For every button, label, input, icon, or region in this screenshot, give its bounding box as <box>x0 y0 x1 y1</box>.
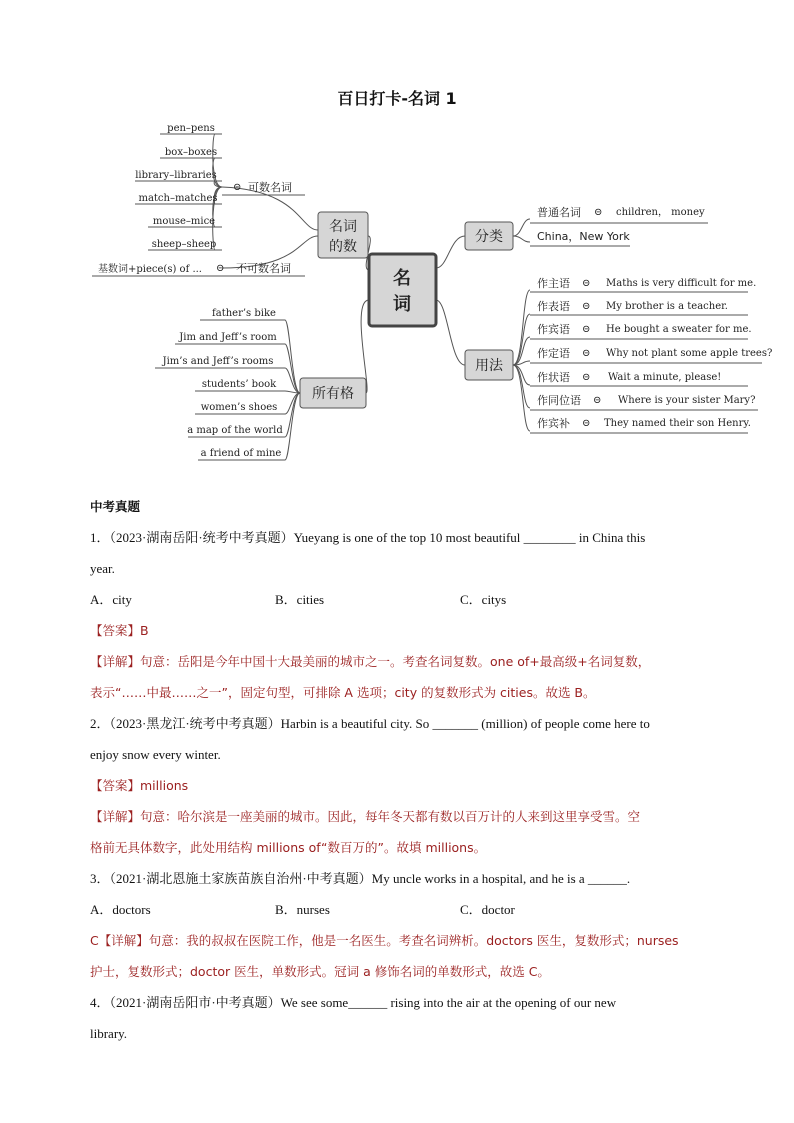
collapse-icon: ⊝ <box>582 324 591 335</box>
collapse-icon: ⊝ <box>582 418 591 429</box>
center-node-box <box>369 254 436 326</box>
usage-example: Wait a minute, please! <box>608 372 722 383</box>
question-1-detail-cont: 表示“……中最……之一”，固定句型，可排除 A 选项；city 的复数形式为 cities。故选 B。 <box>90 685 596 700</box>
center-node-line2: 词 <box>393 294 411 315</box>
possessive-example: a map of the world <box>187 425 283 436</box>
node-category-text: 分类 <box>475 229 503 245</box>
usage-example: He bought a sweater for me. <box>606 324 752 335</box>
collapse-icon: ⊝ <box>582 301 591 312</box>
question-3-detail: C【详解】句意：我的叔叔在医院工作，他是一名医生。考查名词辨析。doctors 医生，复数形式；nurses <box>90 933 679 948</box>
node-possessive-text: 所有格 <box>312 386 354 402</box>
possessive-example: students’ book <box>201 379 277 390</box>
question-1-detail: 【详解】句意：岳阳是今年中国十大最美丽的城市之一。考查名词复数。one of+最高级+名词复数， <box>90 654 651 669</box>
possessive-example: a friend of mine <box>200 448 282 459</box>
usage-label: 作同位语 <box>537 394 581 407</box>
collapse-icon: ⊝ <box>582 278 591 289</box>
possessive-example: Jim and Jeff’s room <box>179 332 277 343</box>
usage-example: Maths is very difficult for me. <box>606 278 757 289</box>
countable-example: box–boxes <box>164 147 218 158</box>
option-b: B．nurses <box>275 902 330 917</box>
option-a: A．city <box>90 592 132 607</box>
possessive-example: father’s bike <box>212 308 276 319</box>
question-3-detail-cont: 护士，复数形式；doctor 医生，单数形式。冠词 a 修饰名词的单数形式，故选 C。 <box>90 964 550 979</box>
usage-example: Why not plant some apple trees? <box>606 348 773 359</box>
exam-section <box>90 491 710 1049</box>
question-1-stem-cont: year. <box>90 561 115 576</box>
collapse-icon: ⊝ <box>594 207 603 218</box>
usage-label: 作表语 <box>537 300 570 313</box>
usage-example: Where is your sister Mary? <box>618 395 756 406</box>
section-heading: 中考真题 <box>90 499 141 514</box>
noun-mind-map <box>0 112 794 472</box>
collapse-icon: ⊝ <box>233 182 242 193</box>
node-usage-text: 用法 <box>475 358 503 374</box>
center-node-line1: 名 <box>393 268 411 289</box>
collapse-icon: ⊝ <box>593 395 602 406</box>
node-count-line1: 名词 <box>329 219 357 235</box>
category-label: China，New York <box>537 230 630 243</box>
collapse-icon: ⊝ <box>216 263 225 274</box>
uncountable-label: 不可数名词 <box>236 262 291 275</box>
countable-label: 可数名词 <box>248 181 292 194</box>
question-4-stem: 4．（2021·湖南岳阳市·中考真题）We see some______ rising into the air at the opening of our new <box>90 995 617 1010</box>
question-4-stem-cont: library. <box>90 1026 128 1041</box>
option-b: B．cities <box>275 592 325 607</box>
usage-label: 作宾补 <box>537 417 570 430</box>
usage-example: My brother is a teacher. <box>606 301 728 312</box>
usage-label: 作宾语 <box>537 323 570 336</box>
question-2-stem: 2．（2023·黑龙江·统考中考真题）Harbin is a beautiful city. So _______ (million) of people come here to <box>90 716 650 731</box>
category-label: 普通名词 <box>537 206 581 219</box>
question-1-answer: 【答案】B <box>90 623 149 638</box>
page-title: 百日打卡-名词 1 <box>337 89 457 108</box>
node-count-line2: 的数 <box>329 239 357 255</box>
question-2-detail-cont: 格前无具体数字，此处用结构 millions of“数百万的”。故填 millions。 <box>90 840 487 855</box>
usage-example: They named their son Henry. <box>604 418 751 429</box>
question-2-detail: 【详解】句意：哈尔滨是一座美丽的城市。因此，每年冬天都有数以百万计的人来到这里享受雪。空 <box>90 809 641 824</box>
countable-example: mouse–mice <box>152 216 216 227</box>
usage-label: 作定语 <box>537 347 570 360</box>
countable-example: pen–pens <box>167 123 215 134</box>
possessive-example: Jim’s and Jeff’s rooms <box>162 356 274 367</box>
question-3-options <box>90 894 710 925</box>
countable-example: match–matches <box>138 193 218 204</box>
question-2-stem-cont: enjoy snow every winter. <box>90 747 221 762</box>
category-example: children， money <box>616 207 705 218</box>
option-c: C．doctor <box>460 902 515 917</box>
uncountable-example: 基数词+piece(s) of ... <box>98 264 202 275</box>
possessive-example: women’s shoes <box>200 402 278 413</box>
usage-list <box>537 277 772 430</box>
collapse-icon: ⊝ <box>582 348 591 359</box>
question-1-stem: 1．（2023·湖南岳阳·统考中考真题）Yueyang is one of the top 10 most beautiful ________ in China this <box>90 530 646 545</box>
usage-label: 作主语 <box>537 277 570 290</box>
collapse-icon: ⊝ <box>582 372 591 383</box>
countable-example: sheep–sheep <box>151 239 217 250</box>
countable-example: library–libraries <box>135 170 217 181</box>
option-a: A．doctors <box>90 902 151 917</box>
usage-label: 作状语 <box>537 371 570 384</box>
question-3-stem: 3．（2021·湖北恩施土家族苗族自治州·中考真题）My uncle works in a hospital, and he is a ______. <box>90 871 631 886</box>
option-c: C．citys <box>460 592 507 607</box>
question-2-answer: 【答案】millions <box>90 778 189 793</box>
question-1-options <box>90 584 710 615</box>
